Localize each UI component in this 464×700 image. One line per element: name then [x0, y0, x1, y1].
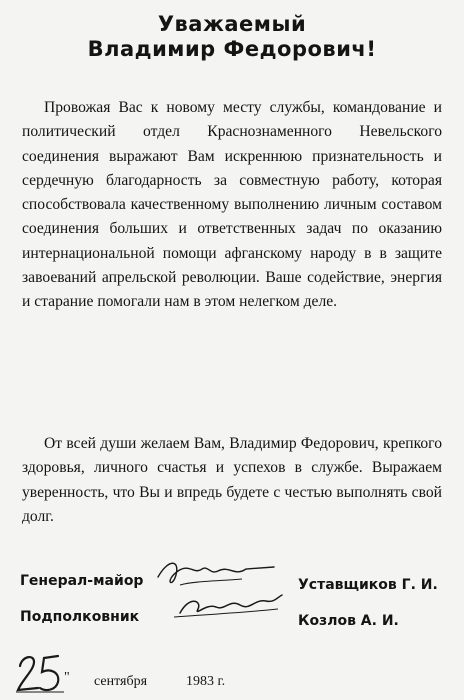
salutation-line-2: Владимир Федорович! [87, 37, 377, 61]
signatory-rank-1: Генерал-майор [20, 573, 144, 589]
letter-paragraph-1: Провожая Вас к новому месту службы, командование и политический отдел Краснознаменного Невельского соединения выражают Вам искреннюю признательность и сердечную благодарность за совместную работу, которая способствовала качественному выполнению личным составом соединения больших и ответственных задач по оказанию интернациональной помощи афганскому народу в в защите завоеваний апрельской революции. Ваше содействие, энергия и старание помогали нам в этом нелегком деле. [22, 99, 442, 311]
letter-date [16, 650, 276, 698]
signature-1 [158, 563, 274, 582]
date-year: 1983 г. [186, 674, 226, 689]
signatory-name-1: Уставщиков Г. И. [298, 577, 438, 593]
handwritten-signatures [150, 555, 290, 625]
letter-paragraph-2: От всей души желаем Вам, Владимир Федорович, крепкого здоровья, личного счастья и успехов в службе. Выражаем уверенность, что Вы и впредь будете с честью выполнять свой долг. [22, 435, 442, 525]
salutation-line-1: Уважаемый [157, 12, 307, 36]
date-month: сентября [94, 674, 148, 689]
signatory-rank-2: Подполковник [20, 609, 140, 625]
signatory-name-2: Козлов А. И. [298, 613, 399, 629]
handwritten-day [16, 650, 66, 694]
date-quote-mark: " [64, 670, 70, 685]
